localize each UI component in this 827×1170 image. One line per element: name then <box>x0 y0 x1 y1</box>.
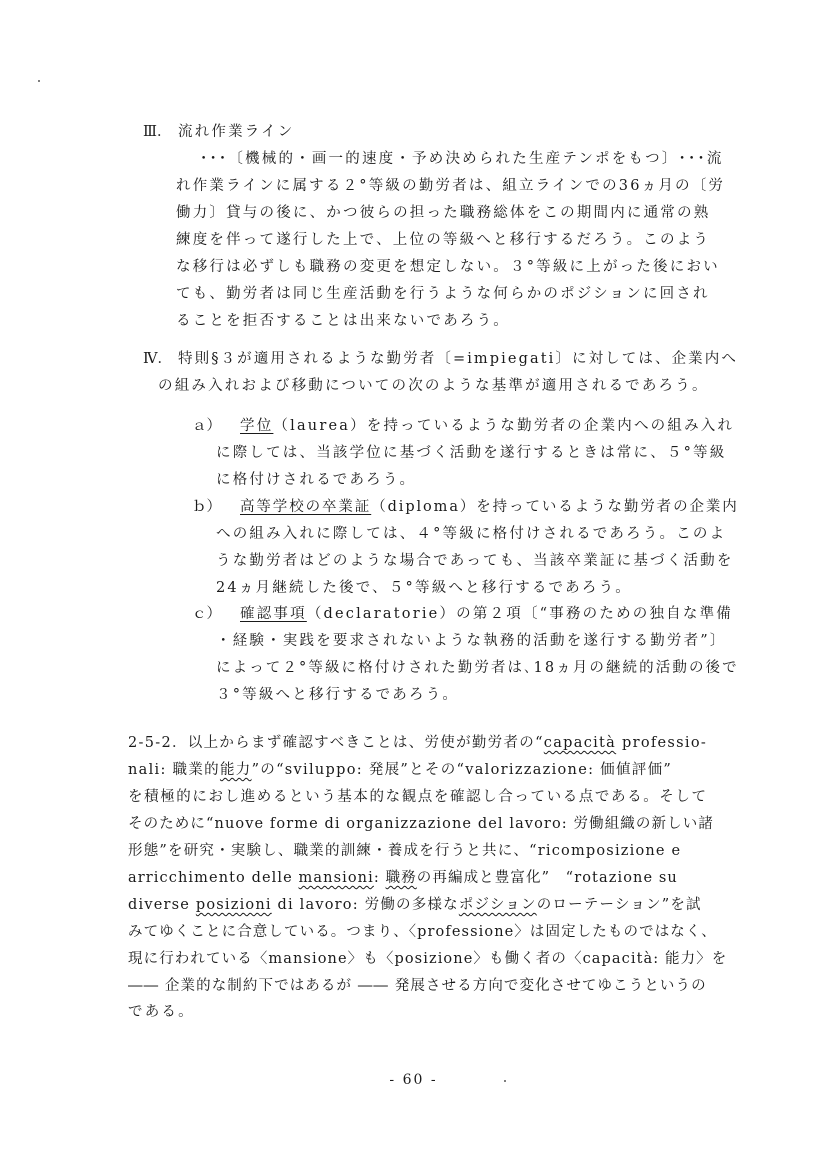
section3-line: 練度を伴って遂行した上で、上位の等級へと移行するだろう。このよう <box>176 232 711 248</box>
item-a-line: に格付けされるであろう。 <box>216 472 417 488</box>
item-b-rest: （diploma）を持っているような勤労者の企業内 <box>371 499 739 515</box>
section3-line: ても、勤労者は同じ生産活動を行うような何らかのポジションに回され <box>176 286 710 302</box>
item-c-line: ・経験・実践を要求されないような執務的活動を遂行する勤労者”〕 <box>216 633 727 649</box>
para-line <box>128 760 672 780</box>
scan-speck <box>38 80 40 82</box>
para-text: arricchimento delle <box>128 870 299 886</box>
section3-line: ることを拒否することは出来ないであろう。 <box>176 313 510 329</box>
item-a-label: ａ） <box>192 418 221 434</box>
para-line: 現に行われている〈mansione〉も〈posizione〉も働く者の〈capacità: 能力〉を <box>128 951 728 967</box>
section4-line: の組み入れおよび移動についての次のような基準が適用されるであろう。 <box>158 378 709 394</box>
para-line: そのために“nuove forme di organizzazione del lavoro: 労働組織の新しい諸 <box>128 816 714 832</box>
para-emphasis: posizioni <box>195 897 272 913</box>
para-text: professio- <box>616 735 708 751</box>
item-b-line: うな勤労者はどのような場合であっても、当該卒業証に基づく活動を <box>216 553 734 569</box>
section3-line: 働力〕貸与の後に、かつ彼らの担った職務総体をこの期間内に通常の熟 <box>176 205 711 221</box>
para-text: 2-5-2．以上からまず確認すべきことは、労使が勤労者の“ <box>128 735 544 751</box>
para-emphasis: capacità <box>543 735 617 751</box>
item-b-term: 高等学校の卒業証 <box>240 499 372 515</box>
para-text: のローテーション”を試 <box>536 897 702 913</box>
para-line: である。 <box>128 1004 195 1020</box>
item-b-line: への組み入れに際しては、４°等級に格付けされるであろう。このよ <box>216 526 727 542</box>
item-b-line: 24ヵ月継続した後で、５°等級へと移行するであろう。 <box>216 580 632 596</box>
item-b-label: ｂ） <box>192 499 221 515</box>
para-emphasis: 職務 <box>385 870 417 886</box>
item-c-label: ｃ） <box>192 606 221 622</box>
para-emphasis: 能力 <box>219 762 252 778</box>
para-line <box>128 895 702 915</box>
para-text: の再編成と豊富化” “rotazione su <box>416 870 678 886</box>
section4-label: Ⅳ． <box>143 351 172 367</box>
item-b-line <box>240 497 739 517</box>
item-c-line: ３°等級へと移行するであろう。 <box>216 687 460 703</box>
section3-line: れ作業ラインに属する２°等級の勤労者は、組立ラインでの36ヵ月の〔労 <box>176 178 726 194</box>
section3-line: な移行は必ずしも職務の変更を想定しない。３°等級に上がった後におい <box>176 259 720 275</box>
para-text: : <box>373 870 386 886</box>
para-text: nali: 職業的 <box>128 762 220 778</box>
item-c-line <box>240 604 733 624</box>
para-line <box>128 733 707 753</box>
section4-line: 特則§３が適用されるような勤労者〔=impiegati〕に対しては、企業内へ <box>178 351 738 367</box>
para-text: diverse <box>128 897 196 913</box>
item-c-rest: （declaratorie）の第２項〔“事務のための独自な準備 <box>306 606 733 622</box>
para-line: ―― 企業的な制約下ではあるが ―― 発展させる方向で変化させてゆこうというの <box>128 978 707 994</box>
para-text: di lavoro: 労働の多様な <box>271 897 459 913</box>
item-c-line: によって２°等級に格付けされた勤労者は､18ヵ月の継続的活動の後で <box>216 660 739 676</box>
section3-line: ･･･〔機械的・画一的速度・予め決められた生産テンポをもつ〕･･･流 <box>200 151 724 167</box>
para-line: 形態”を研究・実験し、職業的訓練・養成を行うと共に、“ricomposizione e <box>128 843 682 859</box>
para-text: ”の“sviluppo: 発展”とその“valorizzazione: 価値評価” <box>251 762 673 778</box>
page-number: - 60 - <box>389 1072 438 1088</box>
item-a-term: 学位 <box>240 418 274 434</box>
section3-label: Ⅲ． <box>143 124 172 140</box>
item-a-line: に際しては、当該学位に基づく活動を遂行するときは常に、５°等級 <box>216 445 727 461</box>
item-c-term: 確認事項 <box>240 606 307 622</box>
para-line: みてゆくことに合意している。つまり、〈professione〉は固定したものではなく、 <box>128 924 717 940</box>
section3-title: 流れ作業ライン <box>178 124 295 140</box>
item-a-rest: （laurea）を持っているような勤労者の企業内への組み入れ <box>273 418 735 434</box>
para-emphasis: ポジション <box>458 897 537 913</box>
item-a-line <box>240 416 734 436</box>
para-line: を積極的におし進めるという基本的な観点を確認し合っている点である。そして <box>128 789 708 805</box>
para-line <box>128 868 678 888</box>
para-emphasis: mansioni <box>298 870 374 886</box>
